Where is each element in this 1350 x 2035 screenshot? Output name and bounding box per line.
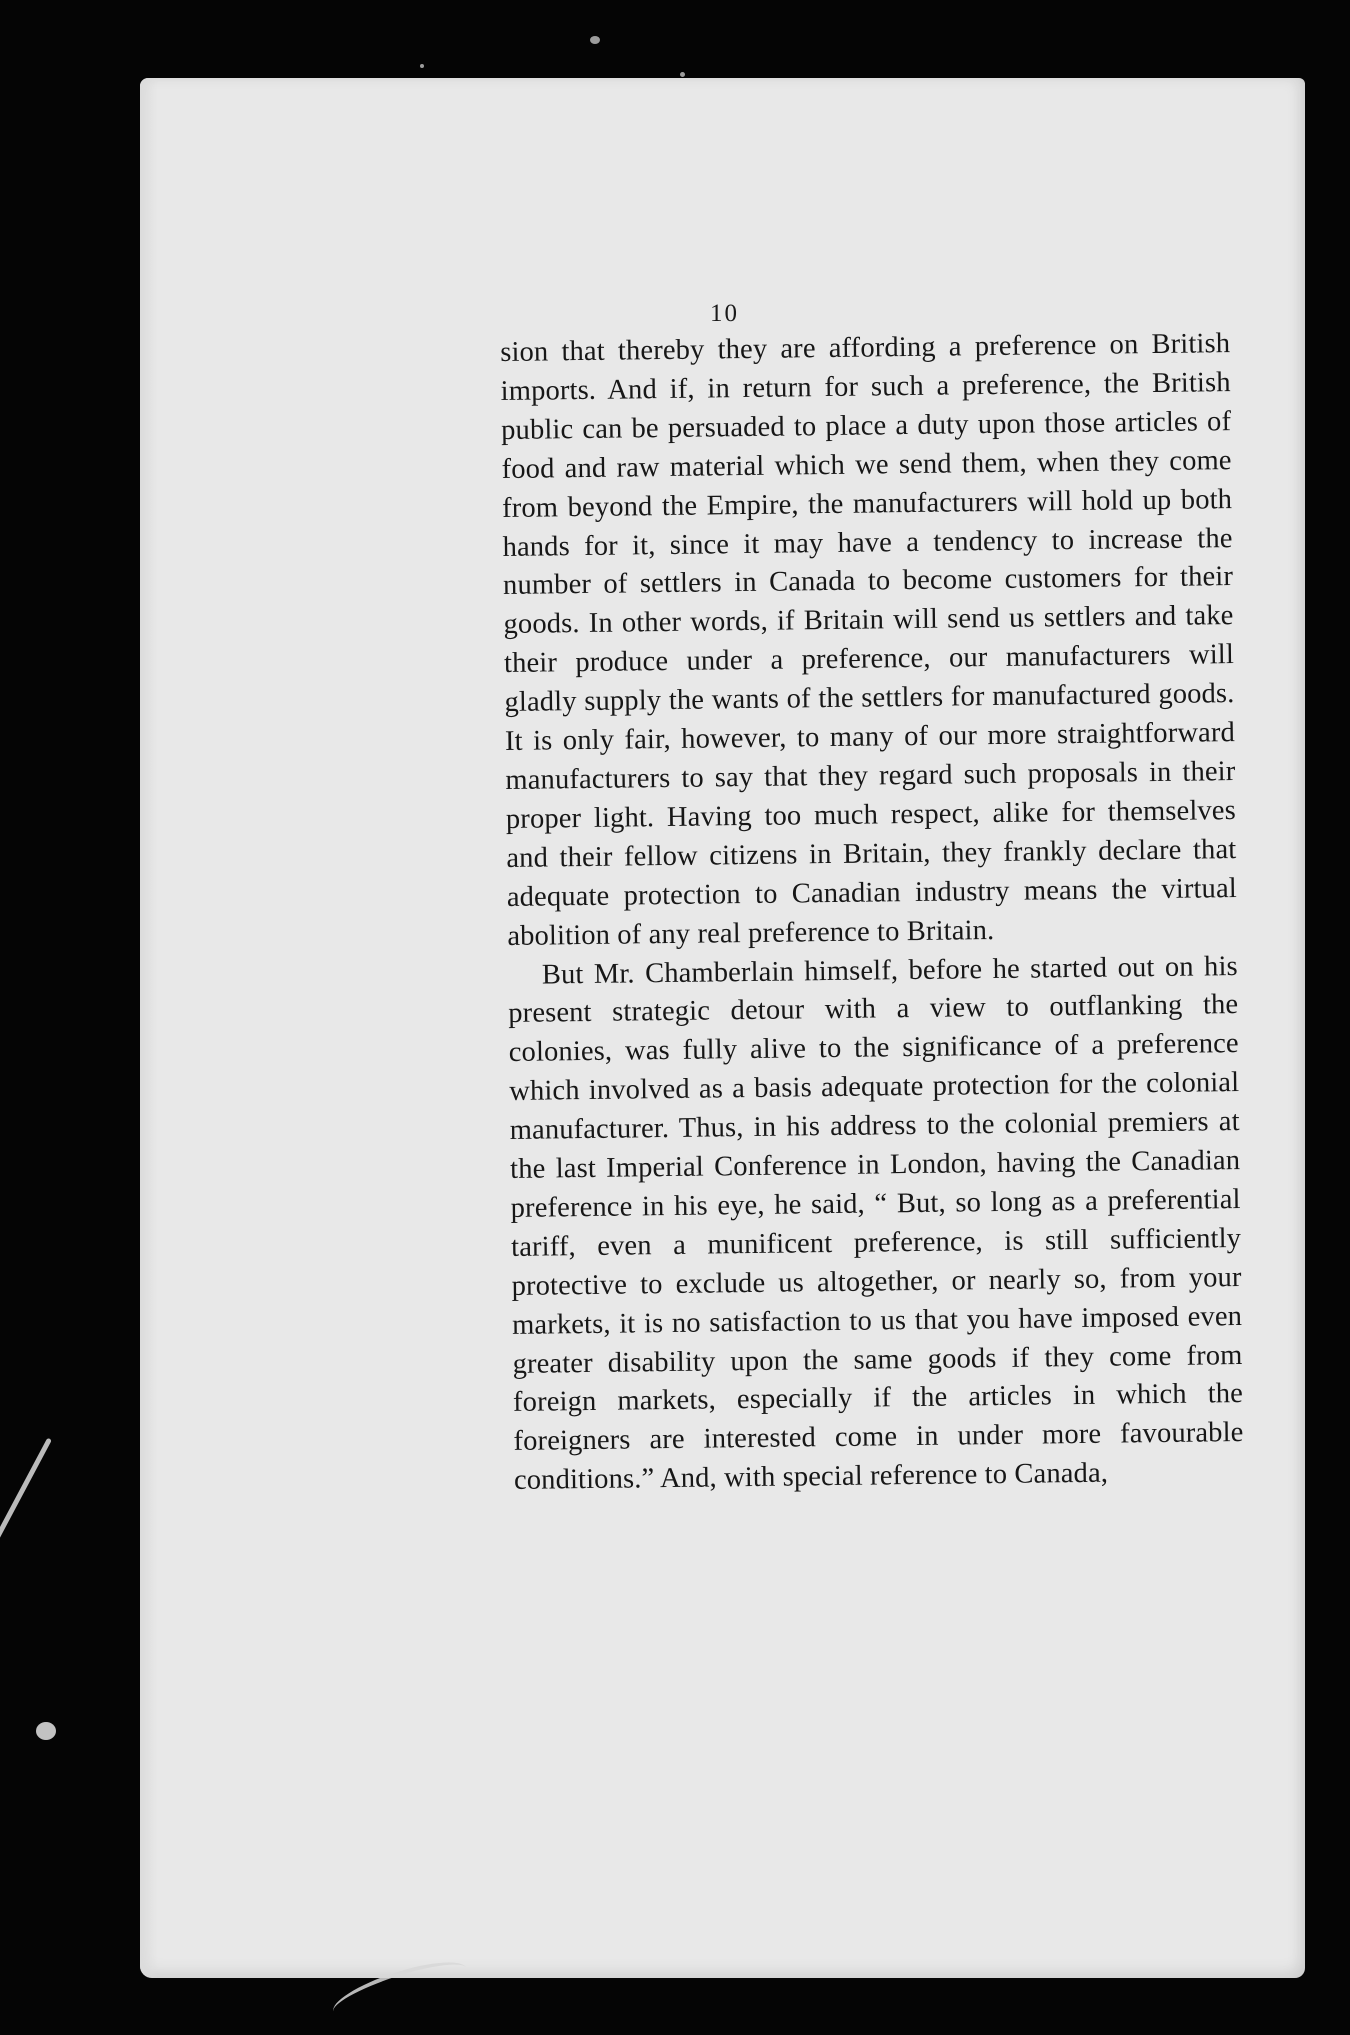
scan-scratch [0,1438,52,1573]
scanned-page [140,78,1305,1978]
paragraph: But Mr. Chamberlain himself, before he started out on his present strategic detour with a view to outflanking the colonies, was fully alive to the significance of a preference which involved as a basis adequate protection for the colonial manufacturer. Thus, in his address to the colonial premiers at the last Imperial Conference in London, having the Canadian preference in his eye, he said, “ But, so long as a preferential tariff, even a munificent preference, is still sufficiently protective to exclude us altogether, or nearly so, from your markets, it is no satisfaction to us that you have imposed even greater disability upon the same goods if they come from foreign markets, especially if the articles in which the foreigners are interested come in under more favourable conditions.” And, with special reference to Canada, [508,950,1244,1497]
page-number: 10 [710,300,739,327]
paragraph: sion that thereby they are affording a preference on British imports. And if, in return for such a preference, the British public can be persuaded to place a duty upon those articles of food and raw material which we send them, when they come from beyond the Empire, the manufacturers will hold up both hands for it, since it may have a tendency to increase the number of settlers in Canada to become customers for their goods. In other words, if Britain will send us settlers and take their produce under a preference, our manufacturers will gladly supply the wants of the settlers for manufactured goods. It is only fair, however, to many of our more straightforward manufacturers to say that they regard such proposals in their proper light. Having too much respect, alike for themselves and their fellow citizens in Britain, they frankly declare that adequate protection to Canadian industry means the virtual abolition of any real preference to Britain. [500,328,1238,952]
scan-speck [420,64,424,68]
scan-speck [590,36,600,44]
scan-blot [36,1722,56,1740]
body-text [500,325,1244,1501]
scan-speck [680,72,685,77]
